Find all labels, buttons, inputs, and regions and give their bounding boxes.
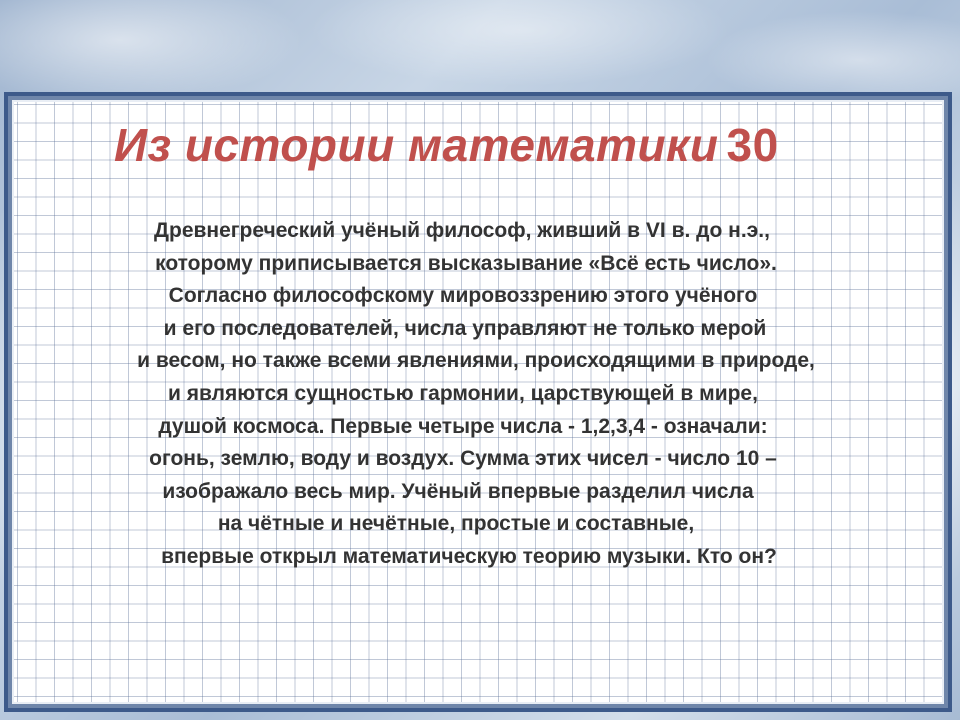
paragraph-line: Согласно философскому мировоззрению этого учёного (168, 284, 758, 308)
paragraph-line: и являются сущностью гармонии, царствующей в мире, (168, 381, 758, 405)
slide-title (114, 118, 914, 172)
slide-title-number: 30 (726, 119, 779, 171)
paragraph-line: душой космоса. Первые четыре числа - 1,2,3,4 - означали: (158, 414, 768, 438)
slide-title-text: Из истории математики (114, 119, 719, 171)
slide-frame (4, 92, 952, 712)
graph-paper-panel (12, 100, 944, 704)
paragraph-line: впервые открыл математическую теорию музыки. Кто он? (161, 544, 777, 568)
paragraph-line: на чётные и нечётные, простые и составные, (217, 512, 695, 536)
paragraph-line: и весом, но также всеми явлениями, происходящими в природе, (137, 349, 815, 373)
paragraph-line: огонь, землю, воду и воздух. Сумма этих чисел - число 10 – (149, 447, 777, 471)
paragraph-line: Древнегреческий учёный философ, живший в VI в. до н.э., (154, 219, 770, 242)
paragraph-line: и его последователей, числа управляют не только мерой (163, 316, 767, 340)
paragraph-line: изображало весь мир. Учёный впервые разделил числа (162, 479, 754, 503)
riddle-paragraph (14, 215, 938, 574)
paragraph-line: которому приписывается высказывание «Всё есть число». (155, 251, 777, 275)
